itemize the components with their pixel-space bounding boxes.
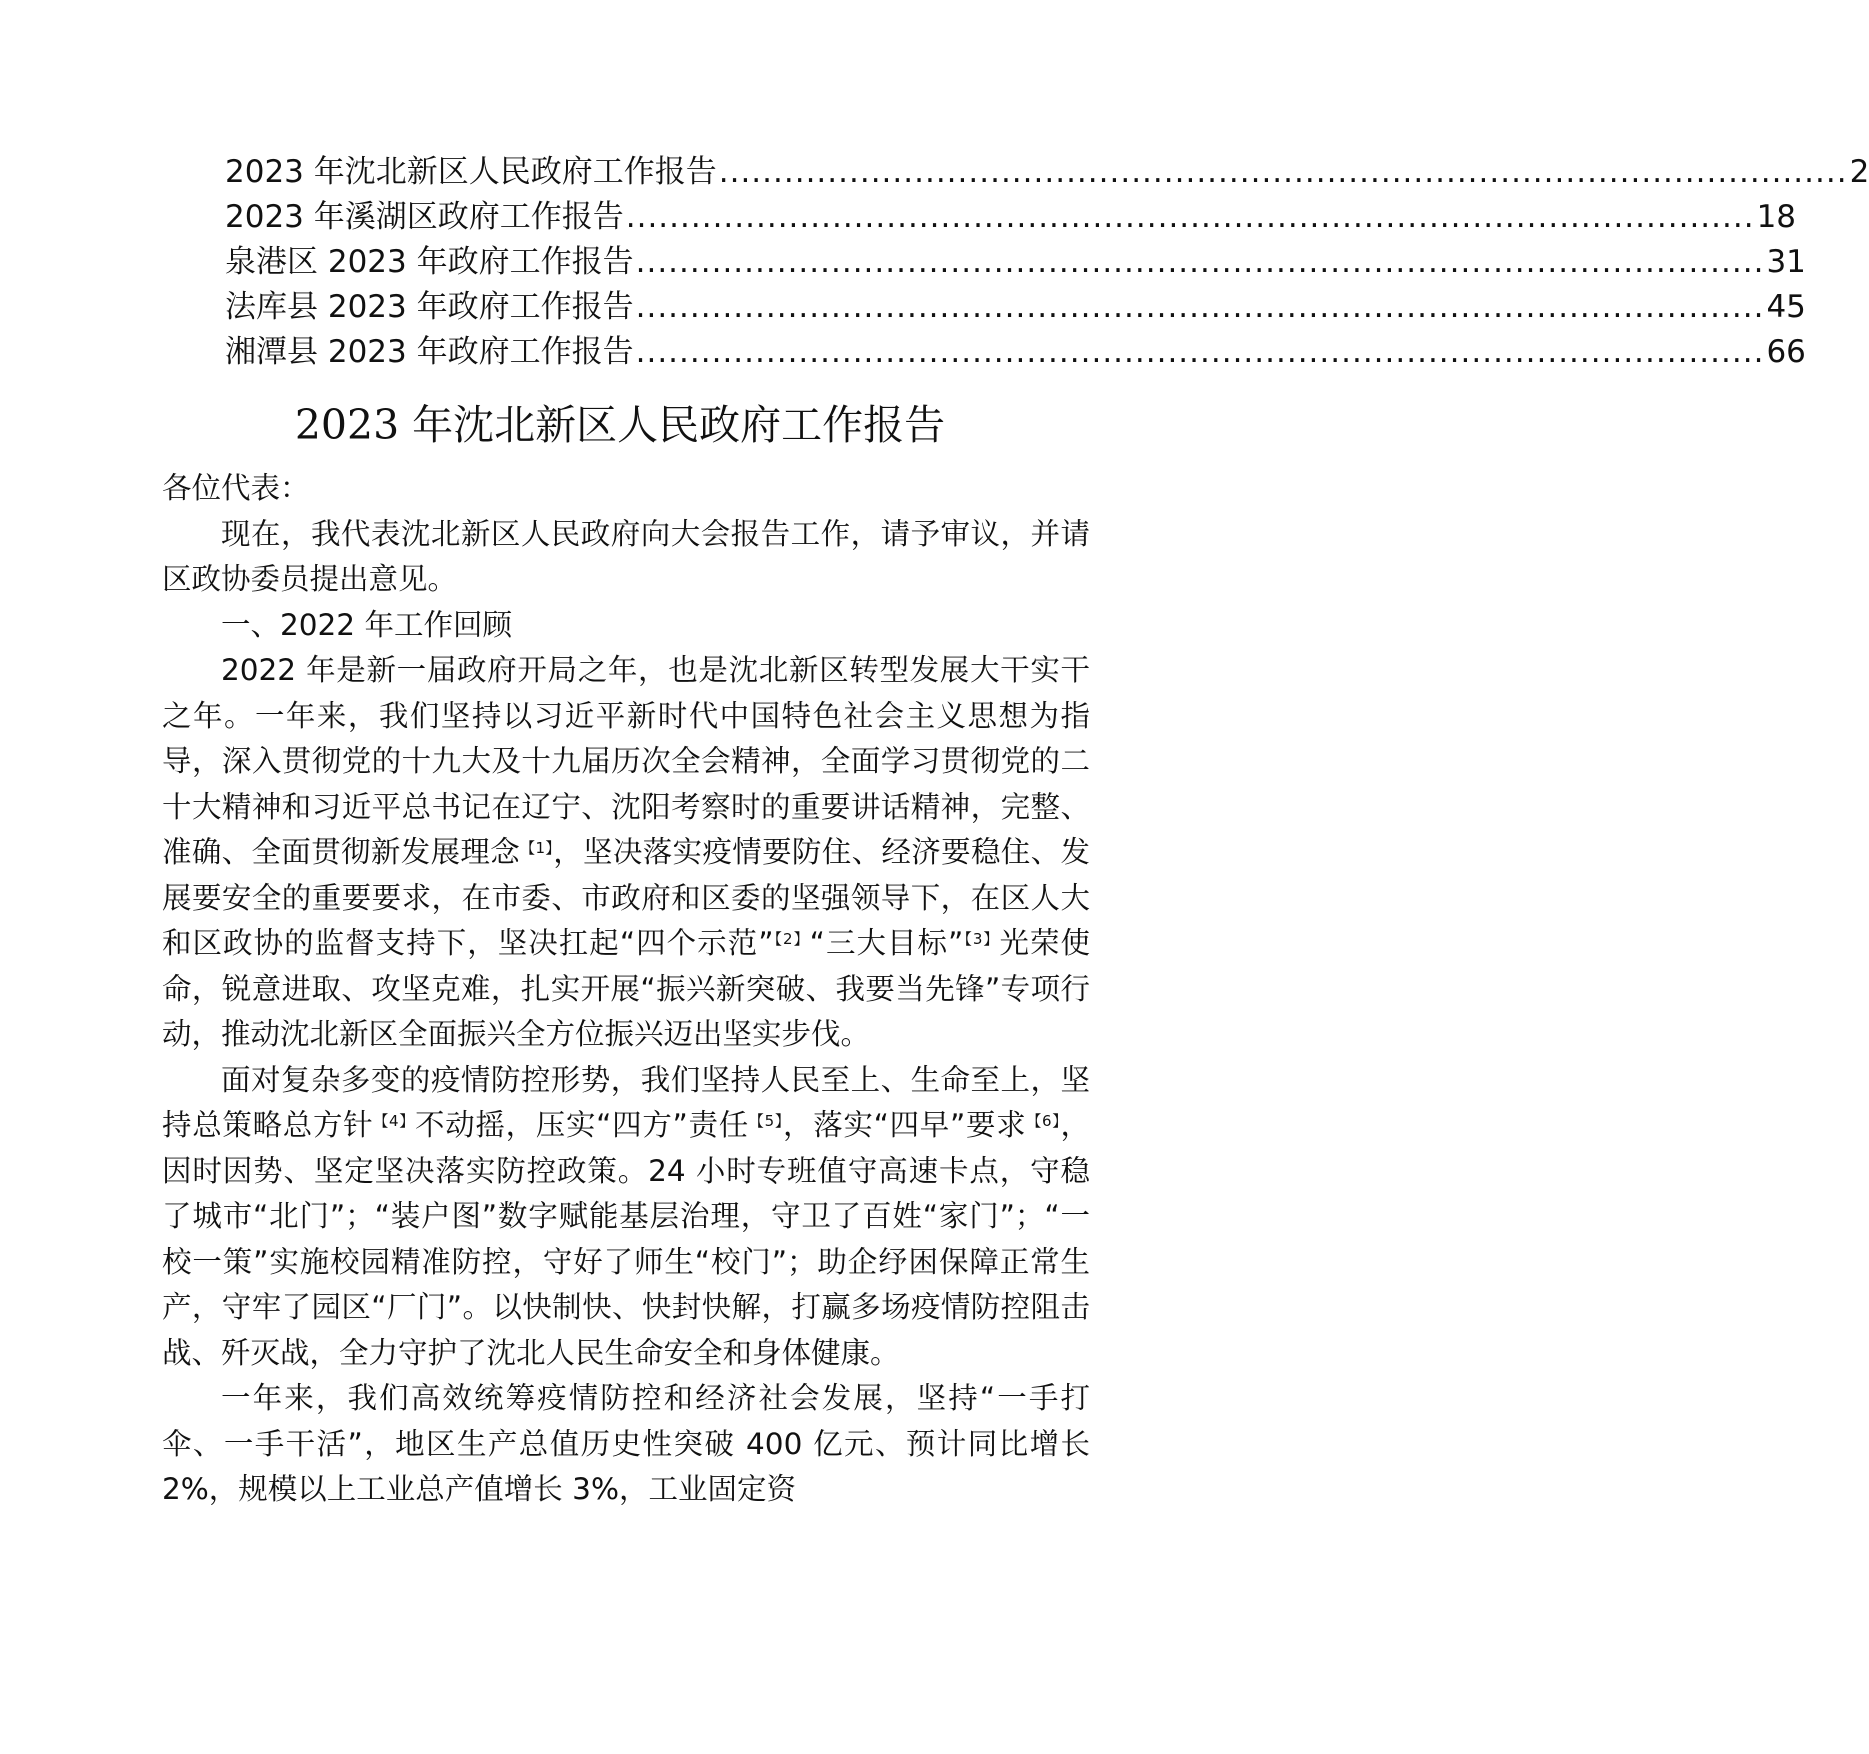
- toc-entry-page: 45: [1766, 289, 1806, 325]
- toc-entry[interactable]: [225, 285, 1806, 330]
- body-paragraph: [162, 1058, 1090, 1377]
- paragraph-text: 光荣使命，锐意进取、攻坚克难，扎实开展“振兴新突破、我要当先锋”专项行动，推动沈北新区全面振兴全方位振兴迈出坚实步伐。: [162, 926, 1090, 1051]
- toc-entry[interactable]: [225, 330, 1806, 375]
- paragraph-text: ，因时因势、坚定坚决落实防控政策。24 小时专班值守高速卡点，守稳了城市“北门”；“装户图”数字赋能基层治理，守卫了百姓“家门”；“一校一策”实施校园精准防控，守好了师生“校门”；助企纾困保障正常生产，守牢了园区“厂门”。以快制快、快封快解，打赢多场疫情防控阻击战、歼灭战，全力守护了沈北人民生命安全和身体健康。: [162, 1108, 1091, 1370]
- body-paragraph: [162, 648, 1090, 1058]
- salutation: 各位代表：: [162, 471, 310, 505]
- toc-entry-page: 31: [1766, 244, 1806, 280]
- toc-entry[interactable]: [225, 150, 1869, 195]
- toc-leader-dots: ........................................................................................................: [625, 199, 1755, 235]
- paragraph-text: 2022 年是新一届政府开局之年，也是沈北新区转型发展大干实干之年。一年来，我们坚持以习近平新时代中国特色社会主义思想为指导，深入贯彻党的十九大及十九届历次全会精神，全面学习贯彻党的二十大精神和习近平总书记在辽宁、沈阳考察时的重要讲话精神，完整、准确、全面贯彻新发展理念: [162, 653, 1090, 869]
- toc-entry-label: 湘潭县 2023 年政府工作报告: [225, 334, 634, 370]
- toc-entry[interactable]: [225, 240, 1806, 285]
- footnote-marker[interactable]: 【6】: [1026, 1112, 1061, 1130]
- paragraph-text: “三大目标”: [809, 926, 964, 960]
- intro-paragraph: 现在，我代表沈北新区人民政府向大会报告工作，请予审议，并请区政协委员提出意见。: [162, 516, 1090, 596]
- footnote-marker[interactable]: 【2】: [773, 930, 810, 948]
- paragraph-text: ，落实“四早”要求: [783, 1108, 1027, 1142]
- paragraph-text: ，坚决落实疫情要防住、经济要稳住、发展要安全的重要要求，在市委、市政府和区委的坚强领导下，在区人大和区政协的监督支持下，坚决扛起“四个示范”: [162, 835, 1090, 960]
- toc-leader-dots: ........................................................................................................: [718, 154, 1848, 190]
- toc-entry-page: 18: [1756, 199, 1797, 235]
- toc-entry[interactable]: [225, 195, 1797, 240]
- toc-entry-label: 2023 年沈北新区人民政府工作报告: [225, 154, 717, 190]
- toc-entry-label: 2023 年溪湖区政府工作报告: [225, 199, 624, 235]
- body-paragraph: 一年来，我们高效统筹疫情防控和经济社会发展，坚持“一手打伞、一手干活”，地区生产总值历史性突破 400 亿元、预计同比增长 2%，规模以上工业总产值增长 3%，工业固定资: [162, 1381, 1090, 1506]
- footnote-marker[interactable]: 【5】: [748, 1112, 784, 1130]
- footnote-marker[interactable]: 【3】: [963, 930, 1000, 948]
- toc-leader-dots: ........................................................................................................: [635, 334, 1765, 370]
- toc-leader-dots: ........................................................................................................: [635, 244, 1765, 280]
- document-title: 2023 年沈北新区人民政府工作报告: [294, 401, 946, 449]
- section-heading: 一、2022 年工作回顾: [221, 607, 512, 642]
- paragraph-text: 面对复杂多变的疫情防控形势，我们坚持人民至上、生命至上，坚持总策略总方针: [162, 1062, 1090, 1142]
- paragraph-text: 不动摇，压实“四方”责任: [415, 1108, 749, 1142]
- document-body: [162, 466, 1090, 1513]
- toc-entry-page: 2: [1849, 154, 1869, 190]
- toc-entry-label: 泉港区 2023 年政府工作报告: [225, 244, 634, 280]
- footnote-marker[interactable]: 【1】: [520, 839, 554, 857]
- toc-entry-label: 法库县 2023 年政府工作报告: [225, 289, 634, 325]
- toc-leader-dots: ........................................................................................................: [635, 289, 1765, 325]
- footnote-marker[interactable]: 【4】: [373, 1112, 415, 1130]
- table-of-contents: [225, 150, 1869, 375]
- toc-entry-page: 66: [1766, 334, 1806, 370]
